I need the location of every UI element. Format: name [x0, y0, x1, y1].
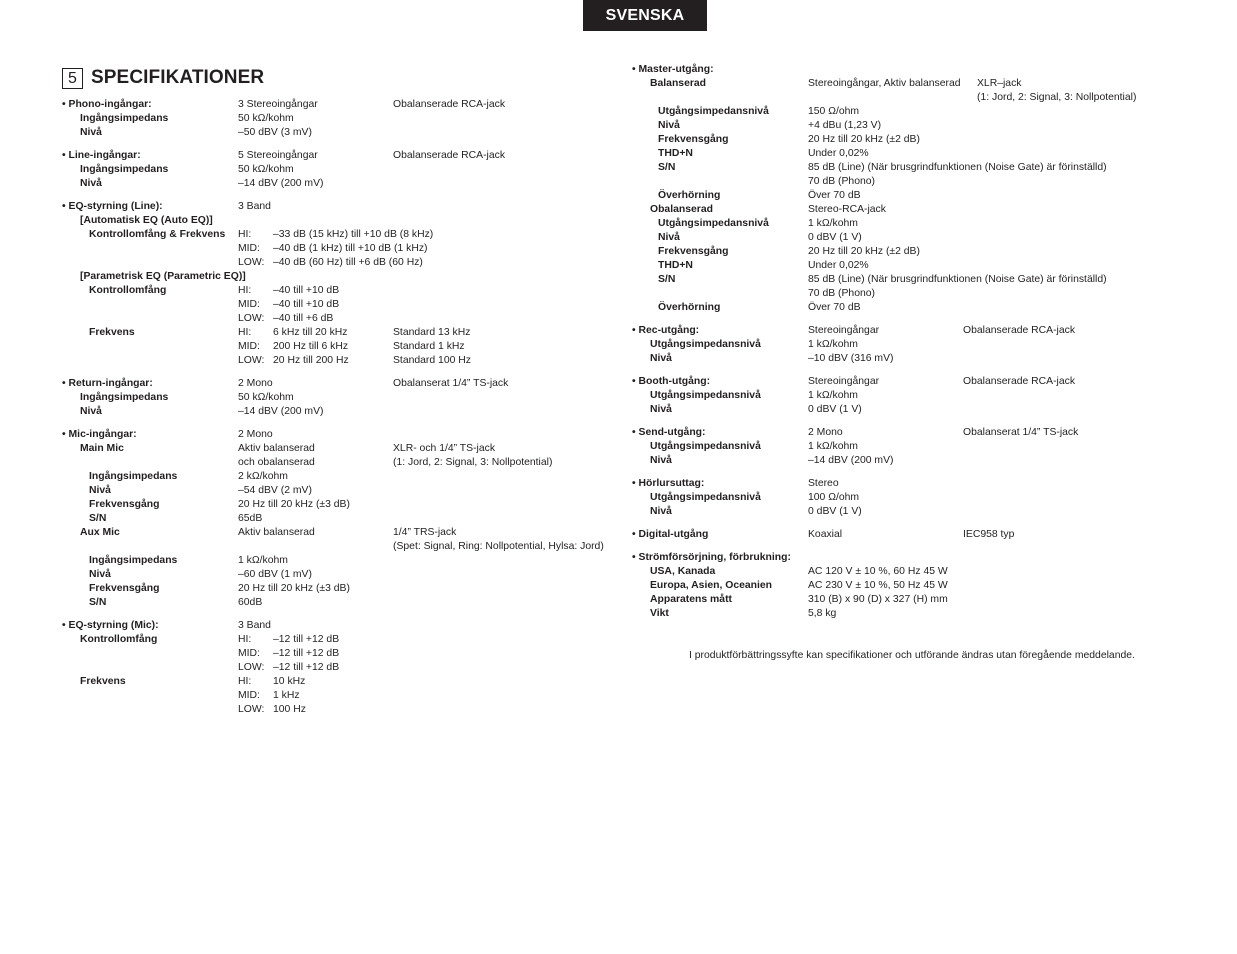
spec-value: 2 Mono — [238, 378, 273, 389]
spec-value: HI: — [238, 327, 252, 338]
spec-value: MID: — [238, 648, 260, 659]
spec-label: THD+N — [658, 148, 693, 159]
spec-detail: Standard 100 Hz — [393, 355, 471, 366]
spec-label: Nivå — [650, 506, 672, 517]
spec-value: 1 kΩ/kohm — [808, 339, 858, 350]
spec-label: Frekvensgång — [658, 134, 729, 145]
spec-value: 20 Hz till 20 kHz (±2 dB) — [808, 246, 920, 257]
spec-value: AC 230 V ± 10 %, 50 Hz 45 W — [808, 580, 948, 591]
spec-value: HI: — [238, 676, 252, 687]
spec-label: Main Mic — [80, 443, 124, 454]
spec-value: LOW: — [238, 662, 265, 673]
spec-value: –10 dBV (316 mV) — [808, 353, 894, 364]
spec-label: Kontrollomfång & Frekvens — [89, 229, 226, 240]
spec-label: Överhörning — [658, 302, 721, 313]
spec-detail: (1: Jord, 2: Signal, 3: Nollpotential) — [977, 92, 1137, 103]
spec-label: • Line-ingångar: — [62, 150, 141, 161]
spec-detail: 1/4” TRS-jack — [393, 527, 457, 538]
spec-subvalue: –12 till +12 dB — [273, 662, 340, 673]
spec-value: Stereoingångar, Aktiv balanserad — [808, 78, 961, 89]
spec-detail: Obalanserade RCA-jack — [963, 376, 1076, 387]
spec-label: • EQ-styrning (Line): — [62, 201, 163, 212]
spec-detail: XLR–jack — [977, 78, 1022, 89]
spec-value: 1 kΩ/kohm — [238, 555, 288, 566]
spec-label: Ingångsimpedans — [80, 164, 169, 175]
spec-label: Utgångsimpedansnivå — [650, 390, 761, 401]
spec-label: Nivå — [89, 569, 111, 580]
spec-label: S/N — [89, 513, 107, 524]
spec-subvalue: –40 till +10 dB — [273, 285, 340, 296]
spec-detail: Obalanserat 1/4” TS-jack — [393, 378, 509, 389]
spec-value: 50 kΩ/kohm — [238, 113, 294, 124]
spec-value: LOW: — [238, 704, 265, 715]
spec-detail: IEC958 typ — [963, 529, 1015, 540]
spec-label: • Return-ingångar: — [62, 378, 153, 389]
spec-value: –14 dBV (200 mV) — [238, 406, 324, 417]
spec-subvalue: 20 Hz till 200 Hz — [273, 355, 349, 366]
spec-label: Frekvensgång — [89, 499, 160, 510]
spec-value: Aktiv balanserad — [238, 443, 315, 454]
spec-label: Nivå — [650, 404, 672, 415]
spec-detail: Obalanserat 1/4” TS-jack — [963, 427, 1079, 438]
spec-label: Ingångsimpedans — [89, 471, 178, 482]
spec-value: Aktiv balanserad — [238, 527, 315, 538]
spec-value: 5,8 kg — [808, 608, 837, 619]
spec-detail: Standard 13 kHz — [393, 327, 471, 338]
section-heading — [62, 66, 264, 90]
spec-label: Kontrollomfång — [89, 285, 167, 296]
spec-subvalue: 1 kHz — [273, 690, 300, 701]
spec-label: Nivå — [80, 127, 102, 138]
language-tab: SVENSKA — [583, 0, 707, 31]
spec-value: MID: — [238, 243, 260, 254]
spec-value: 50 kΩ/kohm — [238, 392, 294, 403]
spec-subvalue: –40 till +10 dB — [273, 299, 340, 310]
spec-value: 0 dBV (1 V) — [808, 404, 862, 415]
spec-detail: Obalanserade RCA-jack — [393, 150, 506, 161]
spec-value: HI: — [238, 634, 252, 645]
spec-value: 60dB — [238, 597, 263, 608]
spec-label: Nivå — [658, 232, 680, 243]
spec-label: Nivå — [650, 455, 672, 466]
spec-label: • EQ-styrning (Mic): — [62, 620, 159, 631]
spec-value: 85 dB (Line) (När brusgrindfunktionen (Noise Gate) är förinställd) — [808, 274, 1107, 285]
spec-value: 0 dBV (1 V) — [808, 232, 862, 243]
spec-label: Aux Mic — [80, 527, 120, 538]
spec-value: 20 Hz till 20 kHz (±3 dB) — [238, 499, 350, 510]
spec-label: S/N — [658, 274, 676, 285]
spec-label: Utgångsimpedansnivå — [658, 218, 769, 229]
spec-value: 20 Hz till 20 kHz (±3 dB) — [238, 583, 350, 594]
spec-label: Utgångsimpedansnivå — [650, 492, 761, 503]
spec-label: S/N — [658, 162, 676, 173]
spec-subvalue: 200 Hz till 6 kHz — [273, 341, 349, 352]
spec-value: Över 70 dB — [808, 302, 861, 313]
spec-label: • Send-utgång: — [632, 427, 706, 438]
spec-value: 1 kΩ/kohm — [808, 218, 858, 229]
spec-value: HI: — [238, 285, 252, 296]
spec-label: Vikt — [650, 608, 669, 619]
spec-value: MID: — [238, 341, 260, 352]
spec-label: • Phono-ingångar: — [62, 99, 152, 110]
spec-value: 70 dB (Phono) — [808, 288, 876, 299]
spec-value: 2 Mono — [808, 427, 843, 438]
spec-value: Under 0,02% — [808, 260, 869, 271]
spec-value: Stereoingångar — [808, 376, 880, 387]
spec-detail: (1: Jord, 2: Signal, 3: Nollpotential) — [393, 457, 553, 468]
spec-value: LOW: — [238, 313, 265, 324]
spec-label: • Master-utgång: — [632, 64, 714, 75]
spec-value: 3 Band — [238, 620, 271, 631]
spec-label: Apparatens mått — [650, 594, 732, 605]
spec-label: Frekvensgång — [89, 583, 160, 594]
spec-label: USA, Kanada — [650, 566, 716, 577]
spec-label: Ingångsimpedans — [80, 392, 169, 403]
spec-label: • Strömförsörjning, förbrukning: — [632, 552, 791, 563]
spec-label: Europa, Asien, Oceanien — [650, 580, 773, 591]
spec-detail: Standard 1 kHz — [393, 341, 465, 352]
spec-value: LOW: — [238, 257, 265, 268]
spec-label: [Automatisk EQ (Auto EQ)] — [80, 215, 213, 226]
spec-label: Överhörning — [658, 190, 721, 201]
spec-detail: (Spet: Signal, Ring: Nollpotential, Hylsa: Jord) — [393, 541, 604, 552]
spec-value: 2 kΩ/kohm — [238, 471, 288, 482]
section-title: SPECIFIKATIONER — [91, 67, 265, 88]
spec-label: [Parametrisk EQ (Parametric EQ)] — [80, 271, 246, 282]
spec-subvalue: –40 dB (1 kHz) till +10 dB (1 kHz) — [273, 243, 428, 254]
spec-value: 50 kΩ/kohm — [238, 164, 294, 175]
spec-label: Frekvens — [89, 327, 135, 338]
spec-value: MID: — [238, 299, 260, 310]
spec-value: HI: — [238, 229, 252, 240]
spec-subvalue: –12 till +12 dB — [273, 634, 340, 645]
spec-subvalue: 10 kHz — [273, 676, 306, 687]
spec-subvalue: –40 till +6 dB — [273, 313, 334, 324]
spec-value: –54 dBV (2 mV) — [238, 485, 312, 496]
spec-value: 310 (B) x 90 (D) x 327 (H) mm — [808, 594, 948, 605]
spec-value: 70 dB (Phono) — [808, 176, 876, 187]
spec-label: Nivå — [89, 485, 111, 496]
spec-label: • Booth-utgång: — [632, 376, 711, 387]
spec-value: 1 kΩ/kohm — [808, 441, 858, 452]
spec-label: Nivå — [658, 120, 680, 131]
spec-subvalue: 100 Hz — [273, 704, 306, 715]
spec-subvalue: 6 kHz till 20 kHz — [273, 327, 348, 338]
spec-label: • Rec-utgång: — [632, 325, 700, 336]
spec-label: Obalanserad — [650, 204, 713, 215]
spec-label: Utgångsimpedansnivå — [650, 339, 761, 350]
spec-detail: Obalanserade RCA-jack — [963, 325, 1076, 336]
spec-value: Stereoingångar — [808, 325, 880, 336]
spec-label: Ingångsimpedans — [89, 555, 178, 566]
spec-detail: Obalanserade RCA-jack — [393, 99, 506, 110]
spec-value: 20 Hz till 20 kHz (±2 dB) — [808, 134, 920, 145]
spec-label: Utgångsimpedansnivå — [650, 441, 761, 452]
spec-label: Nivå — [650, 353, 672, 364]
section-number: 5 — [62, 68, 83, 89]
spec-label: Frekvens — [80, 676, 126, 687]
spec-subvalue: –12 till +12 dB — [273, 648, 340, 659]
spec-value: 2 Mono — [238, 429, 273, 440]
spec-label: Ingångsimpedans — [80, 113, 169, 124]
spec-label: Balanserad — [650, 78, 707, 89]
spec-value: 1 kΩ/kohm — [808, 390, 858, 401]
spec-value: Koaxial — [808, 529, 843, 540]
spec-value: 0 dBV (1 V) — [808, 506, 862, 517]
spec-label: Utgångsimpedansnivå — [658, 106, 769, 117]
spec-value: 65dB — [238, 513, 263, 524]
spec-subvalue: –40 dB (60 Hz) till +6 dB (60 Hz) — [273, 257, 423, 268]
spec-label: THD+N — [658, 260, 693, 271]
spec-subvalue: –33 dB (15 kHz) till +10 dB (8 kHz) — [273, 229, 434, 240]
spec-label: Kontrollomfång — [80, 634, 158, 645]
spec-value: –14 dBV (200 mV) — [238, 178, 324, 189]
spec-label: • Digital-utgång — [632, 529, 709, 540]
spec-label: • Hörlursuttag: — [632, 478, 705, 489]
spec-value: Stereo — [808, 478, 839, 489]
spec-value: –50 dBV (3 mV) — [238, 127, 312, 138]
spec-value: Stereo-RCA-jack — [808, 204, 886, 215]
spec-value: och obalanserad — [238, 457, 315, 468]
spec-value: +4 dBu (1,23 V) — [808, 120, 882, 131]
spec-label: Nivå — [80, 178, 102, 189]
spec-value: –60 dBV (1 mV) — [238, 569, 312, 580]
spec-value: 150 Ω/ohm — [808, 106, 860, 117]
spec-value: 85 dB (Line) (När brusgrindfunktionen (Noise Gate) är förinställd) — [808, 162, 1107, 173]
spec-detail: XLR- och 1/4” TS-jack — [393, 443, 496, 454]
spec-value: 5 Stereoingångar — [238, 150, 318, 161]
spec-value: MID: — [238, 690, 260, 701]
spec-value: AC 120 V ± 10 %, 60 Hz 45 W — [808, 566, 948, 577]
spec-value: Under 0,02% — [808, 148, 869, 159]
spec-value: 100 Ω/ohm — [808, 492, 860, 503]
spec-label: S/N — [89, 597, 107, 608]
spec-value: Över 70 dB — [808, 190, 861, 201]
spec-value: 3 Band — [238, 201, 271, 212]
spec-label: Frekvensgång — [658, 246, 729, 257]
spec-value: –14 dBV (200 mV) — [808, 455, 894, 466]
spec-value: 3 Stereoingångar — [238, 99, 318, 110]
footnote: I produktförbättringssyfte kan specifikationer och utförande ändras utan föregående meddelande. — [689, 650, 1135, 661]
spec-value: LOW: — [238, 355, 265, 366]
spec-label: Nivå — [80, 406, 102, 417]
spec-label: • Mic-ingångar: — [62, 429, 137, 440]
